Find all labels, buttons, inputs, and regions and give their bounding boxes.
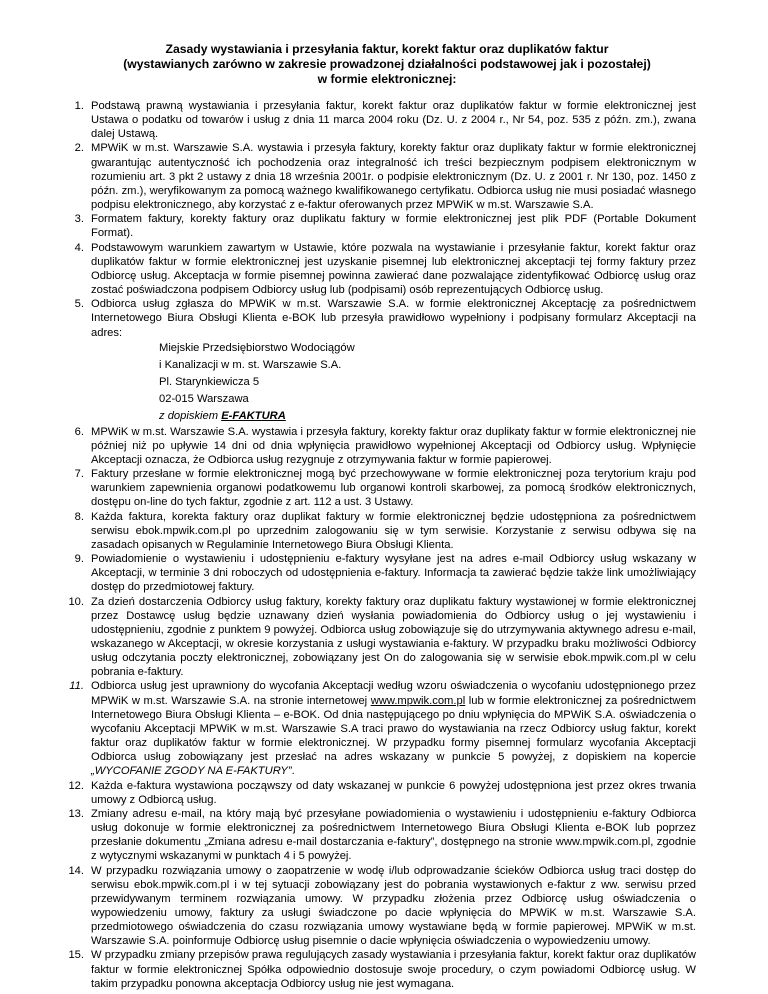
list-item — [74, 510, 696, 552]
item-text: Każda faktura, korekta faktury oraz duplikat faktury w formie elektronicznej będzie udostępniona za pośrednictwem serwisu ebok.mpwik.com.pl po uprzednim zalogowaniu się w tym serwisie. Korzystanie z serwisu odbywa się na zasadach opisanych w Regulaminie Internetowego Biura Obsługi Klienta. — [91, 510, 696, 551]
title-line-3: w formie elektronicznej: — [317, 72, 457, 86]
list-item — [68, 948, 696, 990]
item-text: Za dzień dostarczenia Odbiorcy usług faktury, korekty faktury oraz duplikatu faktury wystawionej w formie elektronicznej przez Dostawcę usług będzie uznawany dzień wysłania powiadomienia do Odbiorcy usług o jej wystawieniu i udostępnieniu, zgodnie z punktem 9 powyżej. Odbiorca usług zobowiązuje się do utrzymywania aktywnego adresu e-mail, wskazanego w Akceptacji, w okresie korzystania z usługi wystawiania e-faktury. W przypadku braku możliwości Odbiorcy usług odczytania poczty elektronicznej, zobowiązany jest On do zalogowania się w serwisie ebok.mpwik.com.pl w celu pobrania e-faktury. — [91, 595, 696, 679]
item-number: 2. — [74, 142, 84, 155]
item-number: 15. — [68, 949, 84, 962]
list-item — [74, 99, 696, 141]
item-number: 5. — [74, 298, 84, 311]
address-line: Miejskie Przedsiębiorstwo Wodociągów — [159, 341, 355, 354]
list-item — [74, 552, 696, 594]
item-number: 13. — [68, 807, 84, 820]
list-item — [68, 864, 696, 949]
item-text: W przypadku rozwiązania umowy o zaopatrzenie w wodę i/lub odprowadzanie ścieków Odbiorca usług traci dostęp do serwisu ebok.mpwik.com.pl i w tej sytuacji zobowiązany jest do pobrania wystawionych e-faktur z ww. serwisu przed przewidywanym terminem rozwiązania umowy. W przypadku złożenia przez Odbiorcę usług oświadczenia o wypowiedzeniu umowy, faktury za usługi świadczone po dacie wpłynięcia do MPWiK w m.st. Warszawie S.A. przedmiotowego oświadczenia do czasu rozwiązania umowy wystawiane będą w formie papierowej. MPWiK w m.st. Warszawie S.A. poinformuje Odbiorcę usług pisemnie o dacie wpłynięcia oświadczenia o wypowiedzeniu umowy. — [91, 864, 696, 948]
website-link[interactable]: www.mpwik.com.pl — [370, 694, 466, 707]
rules-list — [68, 99, 696, 991]
list-item — [68, 807, 696, 864]
item-text: Zmiany adresu e-mail, na który mają być przesyłane powiadomienia o wystawieniu i udostępnieniu e-faktury Odbiorca usług dokonuje w formie elektronicznej za pośrednictwem Internetowego Biura Obsługi Klienta e-BOK lub poprzez przesłanie dokumentu „Zmiana adresu e-mail dostarczania e-faktury”, dostępnego na stronie www.mpwik.com.pl, zgodnie z wytycznymi wskazanymi w punktach 4 i 5 powyżej. — [91, 807, 696, 863]
item-text: Odbiorca usług zgłasza do MPWiK w m.st. Warszawie S.A. w formie elektronicznej Akceptację za pośrednictwem Internetowego Biura Obsługi Klienta e-BOK lub przesyła prawidłowo wypełniony i podpisany formularz Akceptacji na adres: — [91, 298, 696, 339]
item-number: 3. — [74, 213, 84, 226]
envelope-note-keyword: E-FAKTURA — [221, 409, 286, 422]
item-text: W przypadku zmiany przepisów prawa regulujących zasady wystawiania i przesyłania faktur, korekt faktur oraz duplikatów faktur w formie elektronicznej Spółka odpowiednio dostosuje swoje procedury, o czym powiadomi Odbiorcę usług. W takim przypadku ponowna akceptacja Odbiorcy usług nie jest wymagana. — [91, 949, 696, 990]
item-number: 6. — [74, 425, 84, 438]
list-item — [68, 779, 696, 807]
item-number: 4. — [74, 241, 84, 254]
item-text: Odbiorca usług jest uprawniony do wycofania Akceptacji według wzoru oświadczenia o wycofaniu udostępnionego przez MPWiK w m.st. Warszawie S.A. na stronie internetowej — [91, 680, 696, 707]
item-text: MPWiK w m.st. Warszawie S.A. wystawia i przesyła faktury, korekty faktur oraz duplikaty faktur w formie elektronicznej nie później niż po upływie 14 dni od dnia wpłynięcia prawidłowo wypełnionej Akceptacji od Odbiorcy usług. Wpłynięcie Akceptacji oznacza, że Odbiorca usług rezygnuje z otrzymywania faktur w formie papierowej. — [91, 425, 696, 466]
list-item — [74, 467, 696, 509]
item-text: Podstawą prawną wystawiania i przesyłania faktur, korekt faktur oraz duplikatów faktur w formie elektronicznej jest Ustawa o podatku od towarów i usług z dnia 11 marca 2004 roku (Dz. U. z 2004 r., Nr 54, poz. 535 z późn. zm.), zwana dalej Ustawą. — [91, 100, 696, 141]
title-line-2: (wystawianych zarówno w zakresie prowadzonej działalności podstawowej jak i pozostałej) — [123, 57, 651, 71]
address-line: 02-015 Warszawa — [159, 392, 249, 405]
item-text: Formatem faktury, korekty faktury oraz duplikatu faktury w formie elektronicznej jest plik PDF (Portable Dokument Format). — [91, 213, 696, 240]
item-text: Faktury przesłane w formie elektronicznej mogą być przechowywane w formie elektronicznej poza terytorium kraju pod warunkiem zapewnienia organowi podatkowemu lub organowi kontroli skarbowej, za pomocą środków elektronicznych, dostępu on-line do tych faktur, zgodnie z art. 112 a ust. 3 Ustawy. — [91, 468, 696, 509]
item-number: 10. — [68, 595, 84, 608]
item-text: Podstawowym warunkiem zawartym w Ustawie, które pozwala na wystawianie i przesyłanie faktur, korekt faktur oraz duplikatów faktur w formie elektronicznej jest uzyskanie pisemnej lub elektronicznej akceptacji tej formy faktury przez Odbiorcę usług. Akceptacja w formie pisemnej powinna zawierać dane pozwalające zidentyfikować Odbiorcę usług oraz zostać poświadczona podpisem Odbiorcy usług lub (podpisami) osób reprezentujących Odbiorcę usług. — [91, 241, 696, 297]
item-text: Każda e-faktura wystawiona począwszy od daty wskazanej w punkcie 6 powyżej udostępniona jest przez okres trwania umowy z Odbiorcą usług. — [91, 779, 696, 806]
list-item — [74, 141, 696, 212]
item-text: MPWiK w m.st. Warszawie S.A. wystawia i przesyła faktury, korekty faktur oraz duplikaty faktur w formie elektronicznej gwarantując autentyczność ich pochodzenia oraz integralność ich treści bezpiecznym podpisem elektronicznym w rozumieniu art. 3 pkt 2 ustawy z dnia 18 września 2001r. o podpisie elektronicznym (Dz. U. z 2001 r. Nr 130, poz. 1450 z późn. zm.), weryfikowanym za pomocą ważnego kwalifikowanego certyfikatu. Odbiorca usług nie musi posiadać własnego podpisu elektronicznego, aby korzystać z e-faktur oferowanych przez MPWiK w m.st. Warszawie S.A. — [91, 142, 696, 212]
title-line-1: Zasady wystawiania i przesyłania faktur, korekt faktur oraz duplikatów faktur — [165, 42, 609, 56]
address-line: i Kanalizacji w m. st. Warszawie S.A. — [159, 358, 342, 371]
envelope-note-prefix: z dopiskiem — [159, 409, 222, 422]
item-number: 1. — [74, 100, 84, 112]
list-item — [69, 679, 696, 778]
document-title — [78, 42, 696, 87]
list-item — [74, 212, 696, 240]
item-text: Powiadomienie o wystawieniu i udostępnieniu e-faktury wysyłane jest na adres e-mail Odbiorcy usług wskazany w Akceptacji, w terminie 3 dni roboczych od udostępnienia e-faktury. Informacja ta zawierać będzie także link umożliwiający dostęp do przedmiotowej faktury. — [91, 553, 696, 594]
list-item — [74, 425, 696, 467]
item-number: 8. — [74, 510, 84, 523]
item-number: 9. — [74, 553, 84, 566]
item-number: 12. — [68, 779, 84, 792]
item-number: 7. — [74, 468, 84, 481]
address-line: Pl. Starynkiewicza 5 — [159, 375, 260, 388]
list-item — [74, 297, 696, 424]
list-item — [74, 241, 696, 298]
postal-address — [91, 340, 696, 425]
item-text: lub w formie elektronicznej za pośrednictwem Internetowego Biura Obsługi Klienta – e-BOK. Od dnia następującego po dniu wpłynięcia do MPWiK S.A. oświadczenia o wycofaniu Akceptacji MPWiK w m.st. Warszawie S.A traci prawo do wystawiania na rzecz Odbiorcy usług faktur, korekt faktur oraz duplikatów faktur w formie elektronicznej. W przypadku formy pisemnej formularz wycofania Akceptacji Odbiorca usług zobowiązany jest przesłać na adres wskazany w punkcie 5 powyżej, z dopiskiem na kopercie — [91, 694, 696, 764]
item-number: 11. — [69, 680, 84, 693]
envelope-note — [159, 408, 696, 425]
list-item — [68, 595, 696, 680]
item-number: 14. — [68, 864, 84, 877]
item-text: . — [291, 765, 295, 778]
envelope-note-withdrawal: „WYCOFANIE ZGODY NA E-FAKTURY” — [91, 765, 292, 778]
